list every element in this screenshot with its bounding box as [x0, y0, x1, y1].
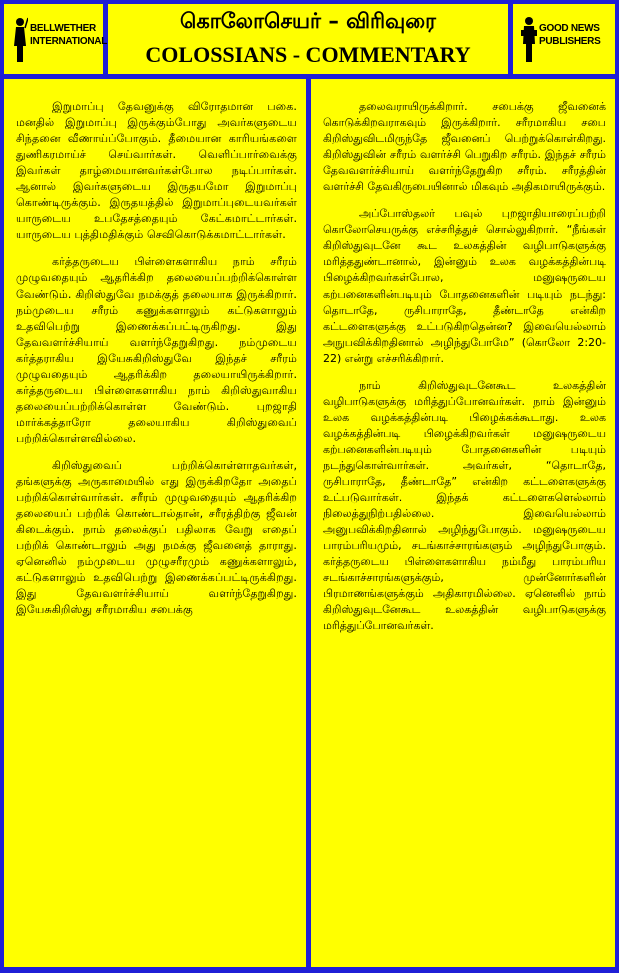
bellwether-figure-icon: [12, 16, 28, 62]
right-logo-line1: GOOD NEWS: [539, 23, 600, 34]
paragraph: கிறிஸ்துவைப் பற்றிக்கொள்ளாதவர்கள், தங்களுக்கு அருகாமையில் எது இருக்கிறதோ அதைப் பற்றிக்கொள்வார்கள். சரீரம் முழுவதையும் ஆதரிக்கிற தலையைப் பற்றிக் கொண்டால்தான், சரீரத்திற்கு ஜீவன் கிடைக்கும். நாம் தலைக்குப் பதிலாக வேறு எதைப் பற்றிக் கொண்டாலும் அது நமக்கு ஜீவனைத் தாராது. ஏனெனில் நம்முடைய முழுசரீரமும் கணுக்களாலும், கட்டுகளாலும் உதவிபெற்று இணைக்கப்பட்டிருக்கிறது. இது தேவவளர்ச்சியாய் வளர்ந்தேறுகிறது. இயேசுகிறிஸ்து சரீரமாகிய சபைக்கு: [16, 458, 297, 617]
right-text-column: [311, 79, 615, 967]
left-logo-line2: INTERNATIONAL: [30, 36, 108, 47]
header-title-panel: [108, 4, 508, 74]
paragraph: கர்த்தருடைய பிள்ளைகளாகிய நாம் சரீரம் முழுவதையும் ஆதரிக்கிற தலையைப்பற்றிக்கொள்ள வேண்டும். கிறிஸ்துவே நமக்குத் தலையாக இருக்கிறார். நம்முடைய சரீரம் கணுக்களாலும் கட்டுகளாலும் உதவிபெற்று இணைக்கப்பட்டிருகிறது. இது தேவவளர்ச்சியாய் வளர்ந்தேறுகிறது. நம்முடைய கர்த்தராகிய இயேசுகிறிஸ்துவே இந்தச் சரீரம் முழுவதையும் ஆதரிக்கிற தலையாயிருக்கிறார். கர்த்தருடைய பிள்ளைகளாகிய நாம் கிறிஸ்துவாகிய தலையைப்பற்றிக்கொள்ள வேண்டும். புறஜாதி மார்க்கத்தாரோ தலையாகிய கிறிஸ்துவைப் பற்றிக்கொள்ளவில்லை.: [16, 255, 297, 445]
left-text-column: [4, 79, 306, 967]
paragraph: தலைவராயிருக்கிறார். சபைக்கு ஜீவனைக் கொடுக்கிறவராகவும் இருக்கிறார். சரீரமாகிய சபை கிறிஸ்துவிடமிருந்தே ஜீவனைப் பெற்றுக்கொள்கிறது. கிறிஸ்துவின் சரீரம் வளர்ச்சி பெறுகிற சரீரம். இந்தச் சரீரம் தேவவளர்ச்சியாய் வளர்ந்தேறுகிற சரீரம். சரீரத்தின் வளர்ச்சி தேவகிருபையினால் மிகவும் அதிகமாயிருக்கும்.: [323, 100, 606, 194]
left-logo-line1: BELLWETHER: [30, 23, 96, 34]
header-left-panel: [4, 4, 108, 74]
paragraph: அப்போஸ்தலர் பவுல் புறஜாதியாரைப்பற்றி கொலோசெயருக்கு எச்சரித்துச் சொல்லுகிறார். “நீங்கள் கிறிஸ்துவுடனே கூட உலகத்தின் வழிபாடுகளுக்கு மரித்ததுண்டானால், இன்னும் உலக வழக்கத்தின்படி பிழைக்கிறவர்கள்போல, மனுஷருடைய கற்பனைகளின்படியும் போதனைகளின் படியும் நடந்து: தொடாதே, ருசிபாராதே, தீண்டாதே என்கிற கட்டளைகளுக்கு உட்படுகிறதென்ன? இவையெல்லாம் அநுபவிக்கிறதினால் அழிந்துபோமே” (கொலோ 2:20-22) என்று எச்சரிக்கிறார்.: [323, 207, 606, 365]
bellwether-logo: [10, 14, 108, 64]
good-news-logo: [519, 14, 607, 64]
right-logo-line2: PUBLISHERS: [539, 36, 601, 47]
paragraph: நாம் கிறிஸ்துவுடனேகூட உலகத்தின் வழிபாடுகளுக்கு மரித்துப்போனவர்கள். நாம் இன்னும் உலக வழக்கத்தின்படி பிழைக்கக்கூடாது. உலக வழக்கத்தின்படி பிழைக்கிறவர்கள் மனுஷருடைய கற்பனைகளின்படியும் போதனைகளின் படியும் நடந்துகொள்வார்கள். அவர்கள், “தொடாதே, ருசிபாராதே, தீண்டாதே” என்கிற கட்டளைகளுக்கு உட்படுவார்கள். இந்தக் கட்டளைகளெல்லாம் நிலைத்துநிற்பதில்லை. இவையெல்லாம் அனுபவிக்கிறதினால் அழிந்துபோகும். மனுஷருடைய பாரம்பரியமும், சடங்காச்சாரங்களும் அழிந்துபோகும். கர்த்தருடைய பிள்ளைகளாகிய நம்மீது பாரம்பரிய சடங்காச்சாரங்களுக்கும், முன்னோர்களின் பிரமாணங்களுக்கும் அதிகாரமில்லை. ஏனெனில் நாம் கிறிஸ்துவுடனேகூட உலகத்தின் வழிபாடுகளுக்கு மரித்துப்போனவர்கள்.: [323, 378, 606, 633]
page-title-english: COLOSSIANS - COMMENTARY: [145, 42, 471, 67]
page-title-tamil: கொலோசெயர் – விரிவுரை: [180, 9, 436, 33]
book-person-icon: [521, 16, 537, 62]
paragraph: இறுமாப்பு தேவனுக்கு விரோதமான பகை. மனதில் இறுமாப்பு இருக்கும்போது அவர்களுடைய சிந்தனை வீணாய்ப்போகும். தீமையான காரியங்களை துணிகரமாய்ச் செய்வார்கள். வெளிப்பார்வைக்கு இவர்கள் தாழ்மையானவர்கள்போல நடிப்பார்கள். ஆனால் இவர்களுடைய இருதயமோ இறுமாப்பு கொண்டிருக்கும். இருதயத்தில் இறுமாப்புடையவர்கள் யாருடைய உபதேசத்தையும் கேட்கமாட்டார்கள். யாருடைய புத்திமதிக்கும் செவிகொடுக்கமாட்டார்கள்.: [16, 100, 297, 242]
header-right-panel: [513, 4, 615, 74]
